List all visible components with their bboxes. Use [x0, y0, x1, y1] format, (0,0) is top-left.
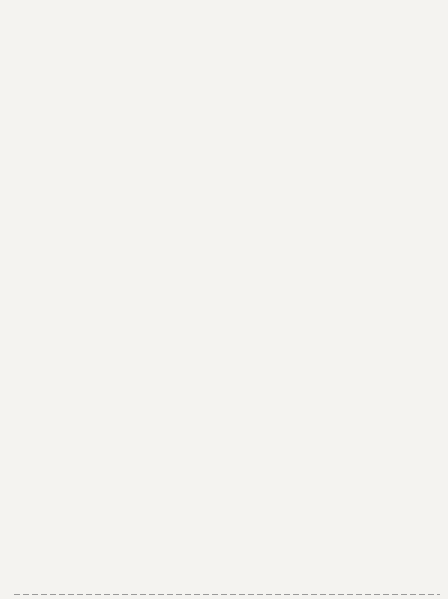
bottom-edge-rule — [14, 594, 440, 595]
right-column — [228, 0, 448, 599]
